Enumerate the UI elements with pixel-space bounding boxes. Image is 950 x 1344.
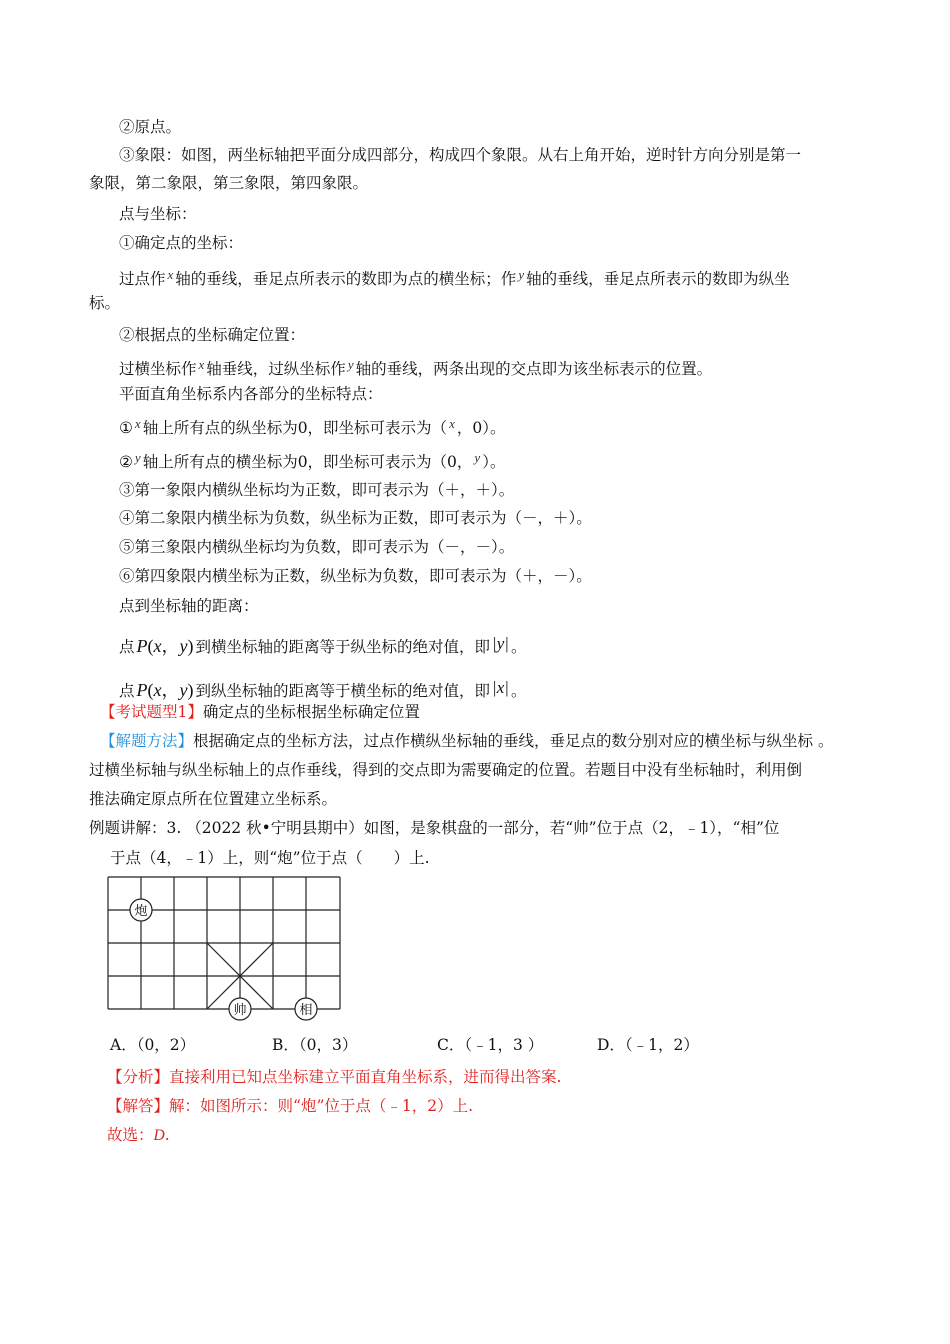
feature-text-end: ）。 <box>482 453 506 471</box>
feature-text: 轴上所有点的纵坐标为0，即坐标可表示为（ <box>142 419 448 437</box>
text-origin: ②原点。 <box>119 118 182 136</box>
feature-y-axis <box>119 448 505 472</box>
distance-pre: 点 <box>119 638 135 656</box>
feature-q1: ③第一象限内横纵坐标均为正数，即可表示为（＋，＋）。 <box>119 481 515 499</box>
analysis-paragraph <box>107 1067 561 1087</box>
distance-end: 。 <box>510 638 527 656</box>
chess-board-figure <box>105 872 345 1024</box>
text-features: 平面直角坐标系内各部分的坐标特点： <box>119 385 383 403</box>
text-locate-method <box>119 355 712 379</box>
math-x: x <box>449 416 455 431</box>
distance-pre: 点 <box>119 682 135 700</box>
feature-q2: ④第二象限内横坐标为负数，纵坐标为正数，即可表示为（－，＋）。 <box>119 509 592 527</box>
math-y: y <box>474 450 481 465</box>
choice-letter: D <box>153 1127 165 1144</box>
math-x: x <box>134 416 141 431</box>
locate-text-2: 轴垂线，过纵坐标作 <box>206 360 346 378</box>
distance-to-x-axis <box>119 634 526 657</box>
feature-x-axis <box>119 414 505 438</box>
piece-pao-label: 炮 <box>134 904 148 919</box>
text-quadrant: ③象限：如图，两坐标轴把平面分成四部分，构成四个象限。从右上角开始，逆时针方向分别是第一 <box>119 146 802 164</box>
text-perp-cont: 标。 <box>89 294 121 312</box>
feature-num: ② <box>119 453 133 471</box>
locate-text-1: 过横坐标作 <box>119 360 197 378</box>
option-a: A．（0，2） <box>110 1036 196 1054</box>
distance-end: 。 <box>510 682 527 700</box>
distance-text: 到横坐标轴的距离等于纵坐标的绝对值，即 <box>195 638 491 656</box>
math-y: y <box>134 450 141 465</box>
math-y: y <box>347 357 354 372</box>
example-question: 例题讲解：3. （2022 秋•宁明县期中）如图，是象棋盘的一部分，若“帅”位于点（2，﹣1），“相”位 <box>89 819 780 837</box>
piece-shuai <box>229 998 251 1020</box>
method-text-cont2: 推法确定原点所在位置建立坐标系。 <box>89 790 338 808</box>
text-determine: ①确定点的坐标： <box>119 234 244 252</box>
math-y: y <box>518 267 525 282</box>
answer-label: 【解答】 <box>107 1097 170 1115</box>
method-text-cont: 过横坐标轴与纵坐标轴上的点作垂线，得到的交点即为需要确定的位置。若题目中没有坐标轴时，利用倒 <box>89 761 803 779</box>
analysis-text: 直接利用已知点坐标建立平面直角坐标系，进而得出答案. <box>169 1068 562 1086</box>
exam-type-text: 确定点的坐标根据坐标确定位置 <box>202 703 420 721</box>
feature-text-end: ，0）。 <box>456 419 506 437</box>
text-locate: ②根据点的坐标确定位置： <box>119 326 306 344</box>
math-point-p: P(x，y) <box>136 680 194 700</box>
choice-line <box>107 1125 170 1146</box>
exam-type-heading <box>100 702 420 722</box>
option-c: C．（﹣1，3 ） <box>437 1036 544 1054</box>
locate-text-3: 轴的垂线，两条出现的交点即为该坐标表示的位置。 <box>355 360 713 378</box>
board-grid <box>108 877 340 1009</box>
perp-text-3: 轴的垂线，垂足点所表示的数即为纵坐 <box>526 270 790 288</box>
feature-num: ① <box>119 419 133 437</box>
example-question-cont: 于点（4，﹣1）上，则“炮”位于点（ ）上. <box>110 849 430 867</box>
answer-text: 解：如图所示：则“炮”位于点（﹣1，2）上. <box>169 1097 474 1115</box>
text-perpendicular <box>119 265 790 289</box>
analysis-label: 【分析】 <box>107 1068 170 1086</box>
feature-text: 轴上所有点的横坐标为0，即坐标可表示为（0， <box>142 453 473 471</box>
perp-text-2: 轴的垂线，垂足点所表示的数即为点的横坐标；作 <box>175 270 517 288</box>
distance-text: 到纵坐标轴的距离等于横坐标的绝对值，即 <box>195 682 491 700</box>
piece-pao <box>130 899 152 921</box>
method-text: 根据确定点的坐标方法，过点作横纵坐标轴的垂线，垂足点的数分别对应的横坐标与纵坐标 。 <box>193 732 834 750</box>
perp-text-1: 过点作 <box>119 270 166 288</box>
choice-end: . <box>164 1126 170 1144</box>
feature-q3: ⑤第三象限内横纵坐标均为负数，即可表示为（－，－）。 <box>119 538 515 556</box>
math-x: x <box>167 267 174 282</box>
feature-q4: ⑥第四象限内横坐标为正数，纵坐标为负数，即可表示为（＋，－）。 <box>119 567 592 585</box>
math-abs-y: |y| <box>492 634 509 653</box>
math-x: x <box>198 357 205 372</box>
text-quadrant-cont: 象限，第二象限，第三象限，第四象限。 <box>89 174 369 192</box>
method-paragraph <box>100 731 833 751</box>
method-label: 【解题方法】 <box>100 732 194 750</box>
answer-paragraph <box>107 1096 473 1116</box>
option-b: B．（0，3） <box>272 1036 358 1054</box>
exam-type-label: 【考试题型1】 <box>100 703 203 721</box>
piece-xiang <box>295 998 317 1020</box>
option-d: D．（﹣1，2） <box>597 1036 699 1054</box>
piece-shuai-label: 帅 <box>233 1003 247 1018</box>
math-abs-x: |x| <box>492 678 509 697</box>
text-distance: 点到坐标轴的距离： <box>119 597 259 615</box>
piece-xiang-label: 相 <box>299 1003 313 1018</box>
text-point-coord: 点与坐标： <box>119 205 197 223</box>
distance-to-y-axis <box>119 678 526 701</box>
math-point-p: P(x，y) <box>136 636 194 656</box>
choice-text: 故选： <box>107 1126 154 1144</box>
